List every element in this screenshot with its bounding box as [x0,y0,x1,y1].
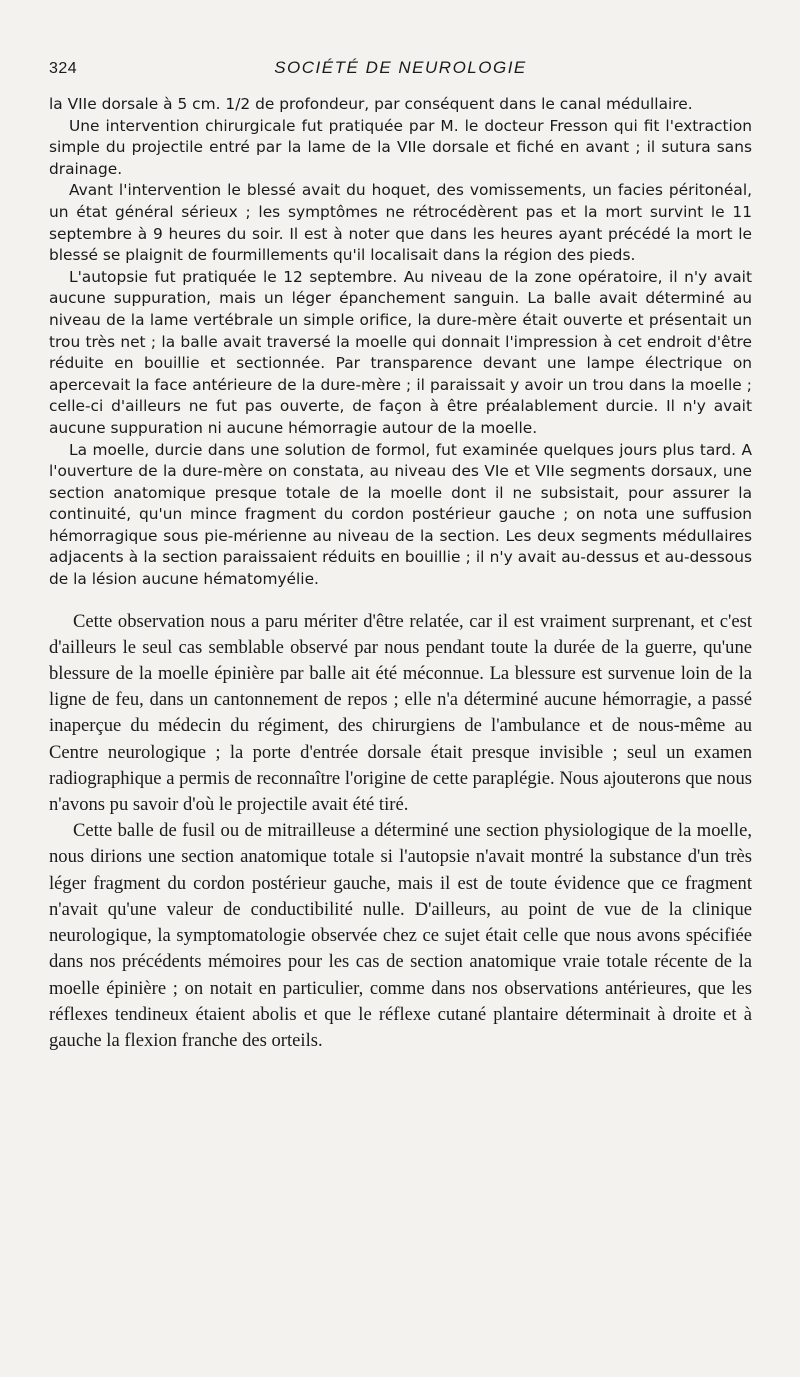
case-paragraph: La moelle, durcie dans une solution de formol, fut examinée quelques jours plus tard. A l'ouverture de la dure-mère on constata, au niveau des VIe et VIIe segments dorsaux, une section anatomique presque totale de la moelle dont il ne subsistait, pour assurer la continuité, qu'un mince fragment du cordon postérieur gauche ; on nota une suffusion hémorragique sous pie-mérienne au niveau de la section. Les deux segments médullaires adjacents à la section paraissaient réduits en bouillie ; il n'y avait au-dessus et au-dessous de la lésion aucune hématomyélie. [49,440,752,589]
discussion-paragraph: Cette balle de fusil ou de mitrailleuse a déterminé une section physiologique de la moelle, nous dirions une section anatomique totale si l'autopsie n'avait montré la substance d'un très léger fragment du cordon postérieur gauche, mais il est de toute évidence que ce fragment n'avait qu'une valeur de conductibilité nulle. D'ailleurs, au point de vue de la clinique neurologique, la symptomatologie observée chez ce sujet était celle que nous avons spécifiée dans nos précédents mémoires pour les cas de section anatomique vraie totale récente de la moelle épinière ; on notait en particulier, comme dans nos observations antérieures, que les réflexes tendineux étaient abolis et que le réflexe cutané plantaire déterminait à droite et à gauche la flexion franche des orteils. [49,820,752,1051]
case-paragraph: la VIIe dorsale à 5 cm. 1/2 de profondeur, par conséquent dans le canal médullaire. [49,95,693,113]
page-header [49,56,752,86]
discussion-section [49,609,752,1054]
running-head: SOCIÉTÉ DE NEUROLOGIE [274,58,527,77]
discussion-paragraph: Cette observation nous a paru mériter d'être relatée, car il est vraiment surprenant, et c'est d'ailleurs le seul cas semblable observé par nous pendant toute la durée de la guerre, qu'une blessure de la moelle épinière par balle ait été méconnue. La blessure est survenue loin de la ligne de feu, dans un cantonnement de repos ; elle n'a déterminé aucune hémorragie, a passé inaperçue du médecin du régiment, des chirurgiens de l'ambulance et de nous-même au Centre neurologique ; la porte d'entrée dorsale était presque invisible ; seul un examen radiographique a permis de reconnaître l'origine de cette paraplégie. Nous ajouterons que nous n'avons pu savoir d'où le projectile avait été tiré. [49,610,752,816]
book-page [49,56,752,1054]
case-paragraph: Une intervention chirurgicale fut pratiquée par M. le docteur Fresson qui fit l'extraction simple du projectile entré par la lame de la VIIe dorsale et fiché en avant ; il sutura sans drainage. [49,116,752,178]
page-number: 324 [49,60,78,77]
case-paragraph: L'autopsie fut pratiquée le 12 septembre. Au niveau de la zone opératoire, il n'y avait aucune suppuration, mais un léger épanchement sanguin. La balle avait déterminé au niveau de la lame vertébrale un simple orifice, la dure-mère était ouverte et présentait un trou très net ; la balle avait traversé la moelle qui donnait l'impression à cet endroit d'être réduite en bouillie et sectionnée. Par transparence devant une lampe électrique on apercevait la face antérieure de la dure-mère ; il paraissait y avoir un trou dans la moelle ; celle-ci d'ailleurs ne fut pas ouverte, de façon à être préalablement durcie. Il n'y avait aucune suppuration ni aucune hémorragie autour de la moelle. [49,267,752,437]
case-paragraph: Avant l'intervention le blessé avait du hoquet, des vomissements, un facies péritonéal, un état général sérieux ; les symptômes ne rétrocédèrent pas et la mort survint le 11 septembre à 9 heures du soir. Il est à noter que dans les heures ayant précédé la mort le blessé se plaignit de fourmillements qu'il localisait dans la région des pieds. [49,181,752,265]
case-report-section [49,94,752,591]
